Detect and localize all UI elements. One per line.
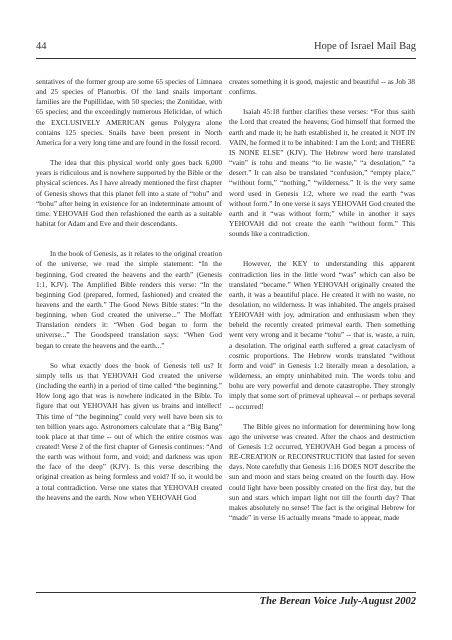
publication-title: Hope of Israel Mail Bag [313, 41, 416, 52]
footer-title: The Berean Voice July-August 2002 [259, 596, 416, 607]
right-column [229, 77, 415, 523]
page-number: 44 [36, 41, 47, 52]
footer-rule [36, 592, 416, 593]
paragraph: In the book of Genesis, as it relates to the original creation of the universe, we read the simple statement: “In the beginning, God created the heavens and the earth” (Genesis 1:1, KJV). The Amplified Bible renders this verse: “In the beginning God (prepared, formed, fashioned) and created the heavens and the earth.” The Good News Bible states: “In the beginning, when God created the universe...” The Moffatt Translation renders it: “When God began to form the universe...” The Goodspeed translation says: “When God began to create the heavens and the earth...” [36, 249, 222, 350]
paragraph: So what exactly does the book of Genesis tell us? It simply tells us that YEHOVAH God created the universe (including the earth) in a period of time called “the beginning.” How long ago that was is nowhere indicated in the Bible. To figure that out YEHOVAH has given us brains and intellect! This time of “the beginning” could very well have been six to ten billion years ago. Astronomers calculate that a “Big Bang” took place at that time -- out of which the entire cosmos was created! Verse 2 of the first chapter of Genesis continues: “And the earth was without form, and void; and darkness was upon the face of the deep” (KJV). Is this verse describing the original creation as being formless and void? If so, it would be a total contradiction. Verse one states that YEHOVAH created the heavens and the earth. Now when YEHOVAH God [36, 360, 222, 502]
paragraph: The idea that this physical world only goes back 6,000 years is ridiculous and is nowhere supported by the Bible or the physical sciences. As I have already mentioned the first chapter of Genesis shows that this planet fell into a state of “tohu” and “bohu” after being in existence for an indeterminate amount of time. YEHOVAH God then refashioned the earth as a suitable habitat for Adam and Eve and their descendants. [36, 158, 222, 229]
paragraph: creates something it is good, majestic and beautiful -- as Job 38 confirms. [229, 77, 415, 97]
paragraph: sentatives of the former group are some 65 species of Limnaea and 25 species of Planorbis. Of the land snails important families are the Pupillidae, with 50 species; the Zonitidae, with 65 species; and the exceedingly numerous Helicidae, of which the EXCLUSIVELY AMERICAN genus Polygyra alone contains 125 species. Snails have been present in North America for a very long time and are found in the fossil record. [36, 77, 222, 147]
page-header [36, 41, 416, 55]
paragraph: Isaiah 45:18 further clarifies these verses: “For thus saith the Lord that created the heavens; God himself that formed the earth and made it; he hath established it, he created it NOT IN VAIN, he formed it to be inhabited: I am the Lord; and THERE IS NONE ELSE” (KJV). The Hebrew word here translated “vain” is tohu and means “to lie waste,” “a desolation,” “a desert.” It can also be translated “confusion,” “empty place,” “without form,” “nothing,” “wilderness.” It is the very same word used in Genesis 1:2, where we read the earth “was without form.” In one verse it says YEHOVAH God created the earth and it “was without form;” while in another it says YEHOVAH did not create the earth “without form.” This sounds like a contradiction. [229, 107, 415, 239]
header-rule [36, 58, 416, 59]
paragraph: The Bible gives no information for determining how long ago the universe was created. After the chaos and destruction of Genesis 1:2 occurred, YEHOVAH God began a process of RE-CREATION or RECONSTRUCTION that lasted for seven days. Note carefully that Genesis 1:16 DOES NOT describe the sun and moon and stars being created on the fourth day. How could light have been possibly created on the first day, but the sun and stars which impart light not till the fourth day? That makes absolutely no sense! The fact is the original Hebrew for “made” in verse 16 actually means “made to appear, made [229, 421, 415, 523]
left-column [36, 77, 222, 503]
paragraph: However, the KEY to understanding this apparent contradiction lies in the little word “was” which can also be translated “became.” When YEHOVAH originally created the earth, it was a beautiful place. He created it with no waste, no desolation, no wilderness. It was inhabited. The angels praised YEHOVAH with joy, admiration and enthusiasm when they beheld the recently created primeval earth. Then something went very wrong and it became “tohu” -- that is, waste, a ruin, a desolation. The original earth suffered a great cataclysm of cosmic proportions. The Hebrew words translated “without form and void” in Genesis 1:2 literally mean a desolation, a wilderness, an empty uninhabited ruin. The words tohu and bohu are very powerful and denote catastrophe. They strongly imply that some sort of primeval upheaval -- or perhaps several -- occurred! [229, 259, 415, 411]
